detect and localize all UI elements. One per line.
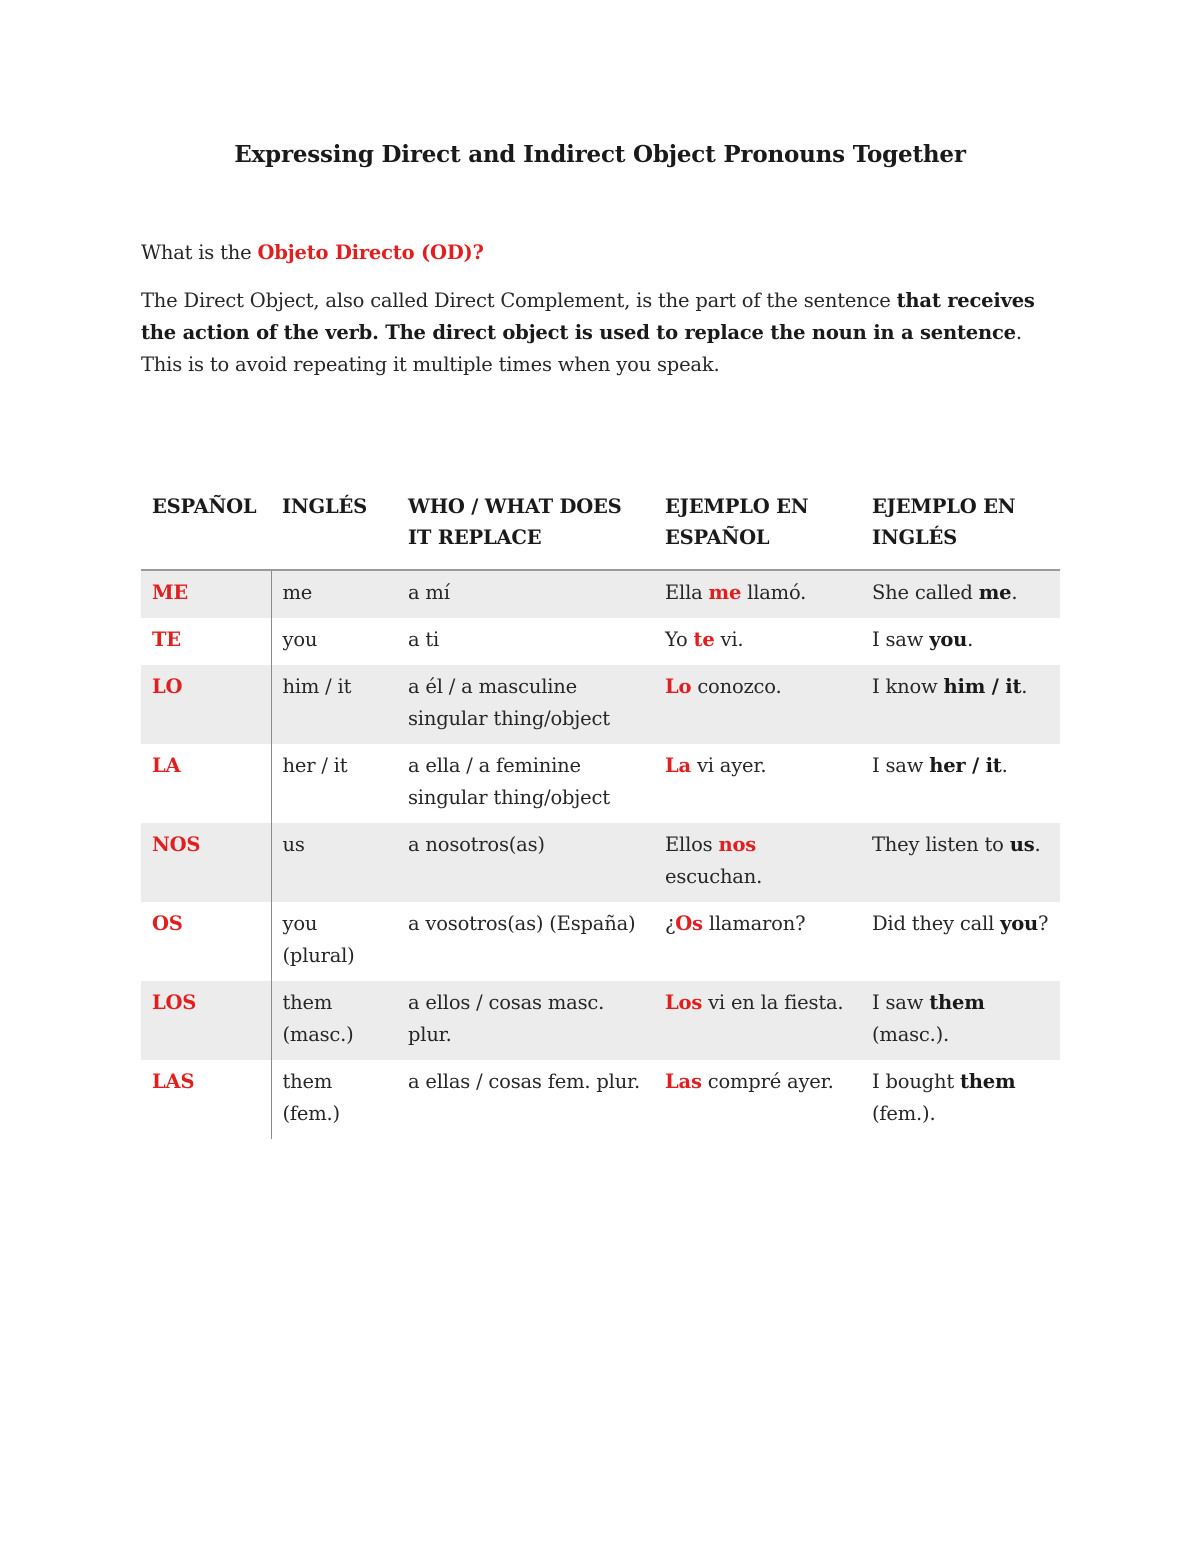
table-row — [141, 902, 1060, 981]
example-en-pre: I bought — [872, 1070, 960, 1093]
question-prefix: What is the — [141, 241, 258, 264]
example-en-post: . — [967, 628, 974, 651]
cell-replace: a ellos / cosas masc. plur. — [397, 981, 654, 1060]
cell-english: me — [271, 570, 397, 618]
intro-bold: that receives the action of the verb. The direct object is used to replace the noun in a sentence — [141, 289, 1035, 344]
table-row — [141, 823, 1060, 902]
table-row — [141, 744, 1060, 823]
example-en-post: . — [1021, 675, 1028, 698]
example-en-post: . — [1011, 581, 1018, 604]
pronoun-table — [141, 487, 1060, 1139]
cell-english: you (plural) — [282, 912, 355, 967]
cell-replace: a él / a masculine singular thing/object — [397, 665, 654, 744]
cell-example-en — [861, 665, 1060, 744]
table-row — [141, 981, 1060, 1060]
example-en-post: (fem.). — [872, 1102, 936, 1125]
cell-example-es — [654, 981, 861, 1060]
example-en-object: you — [1000, 912, 1039, 935]
cell-example-en — [861, 744, 1060, 823]
example-en-post: . — [1001, 754, 1008, 777]
cell-english: them (masc.) — [271, 981, 397, 1060]
page-title: Expressing Direct and Indirect Object Pronouns Together — [234, 141, 966, 168]
intro-text-1: The Direct Object, also called Direct Complement, is the part of the sentence — [141, 289, 897, 312]
example-en-post: ? — [1038, 912, 1049, 935]
table-header-row — [141, 487, 1060, 570]
example-en-object: you — [929, 628, 968, 651]
cell-example-es — [654, 665, 861, 744]
example-es-post: conozco. — [691, 675, 782, 698]
cell-example-en — [861, 618, 1060, 665]
table-body — [141, 570, 1060, 1139]
example-en-pre: I saw — [872, 991, 930, 1014]
example-es-post: llamó. — [741, 581, 807, 604]
example-es-pronoun: nos — [718, 833, 757, 856]
cell-example-es — [654, 902, 861, 981]
example-es-post: vi ayer. — [690, 754, 767, 777]
example-es-post: compré ayer. — [701, 1070, 834, 1093]
example-es-pre: Yo — [665, 628, 694, 651]
cell-pronoun: ME — [141, 570, 271, 618]
example-en-pre: Did they call — [872, 912, 1001, 935]
cell-english: them (fem.) — [282, 1070, 340, 1125]
example-es-pronoun: Las — [665, 1070, 702, 1093]
example-en-object: them — [929, 991, 985, 1014]
cell-example-en — [861, 570, 1060, 618]
cell-example-en — [861, 981, 1060, 1060]
example-es-pronoun: Os — [675, 912, 703, 935]
cell-english: her / it — [282, 754, 348, 777]
cell-example-es — [654, 570, 861, 618]
example-en-pre: They listen to — [872, 833, 1010, 856]
intro-text-2: . This is to avoid repeating it multiple times when you speak. — [141, 321, 1022, 376]
cell-pronoun: NOS — [141, 823, 271, 902]
example-es-post: llamaron? — [702, 912, 806, 935]
example-es-post: escuchan. — [665, 865, 763, 888]
header-ejemplo-ingles: EJEMPLO EN INGLÉS — [861, 487, 1060, 570]
example-en-pre: I saw — [872, 628, 930, 651]
question-highlight: Objeto Directo (OD)? — [257, 241, 484, 264]
cell-example-en — [861, 823, 1060, 902]
example-en-pre: I know — [872, 675, 944, 698]
cell-replace: a ellas / cosas fem. plur. — [408, 1070, 641, 1093]
cell-pronoun: LA — [141, 744, 271, 823]
question-line — [141, 241, 484, 264]
example-es-pronoun: La — [665, 754, 691, 777]
example-es-pronoun: me — [708, 581, 742, 604]
header-ingles: INGLÉS — [271, 487, 397, 570]
intro-paragraph — [141, 285, 1061, 381]
example-es-pre: Ella — [665, 581, 709, 604]
cell-replace: a vosotros(as) (España) — [408, 912, 636, 935]
example-es-pre: Ellos — [665, 833, 719, 856]
example-es-pronoun: Los — [665, 991, 703, 1014]
cell-pronoun: LO — [141, 665, 271, 744]
example-en-post: (masc.). — [872, 1023, 950, 1046]
cell-english: him / it — [271, 665, 397, 744]
cell-english: you — [282, 628, 318, 651]
example-es-pronoun: Lo — [665, 675, 692, 698]
cell-example-es — [654, 744, 861, 823]
header-replace: WHO / WHAT DOES IT REPLACE — [397, 487, 654, 570]
cell-example-es — [654, 823, 861, 902]
cell-example-es — [654, 1060, 861, 1139]
example-en-post: . — [1034, 833, 1041, 856]
cell-replace: a ella / a feminine singular thing/object — [408, 754, 610, 809]
table-row — [141, 618, 1060, 665]
cell-example-es — [654, 618, 861, 665]
cell-pronoun: OS — [141, 902, 271, 981]
header-espanol: ESPAÑOL — [141, 487, 271, 570]
cell-english: us — [271, 823, 397, 902]
cell-replace: a ti — [408, 628, 440, 651]
example-en-pre: She called — [872, 581, 979, 604]
example-en-object: them — [959, 1070, 1016, 1093]
cell-example-en — [861, 1060, 1060, 1139]
table-row — [141, 570, 1060, 618]
example-en-object: her / it — [929, 754, 1002, 777]
example-en-object: me — [978, 581, 1012, 604]
cell-replace: a mí — [397, 570, 654, 618]
example-es-post: vi. — [714, 628, 744, 651]
cell-replace: a nosotros(as) — [397, 823, 654, 902]
cell-pronoun: LOS — [141, 981, 271, 1060]
cell-pronoun: LAS — [141, 1060, 271, 1139]
example-es-pronoun: te — [693, 628, 715, 651]
cell-example-en — [861, 902, 1060, 981]
example-en-object: him / it — [943, 675, 1022, 698]
table-row — [141, 1060, 1060, 1139]
example-en-object: us — [1009, 833, 1035, 856]
table-row — [141, 665, 1060, 744]
example-en-pre: I saw — [872, 754, 930, 777]
example-es-pre: ¿ — [665, 912, 676, 935]
cell-pronoun: TE — [141, 618, 271, 665]
header-ejemplo-espanol: EJEMPLO EN ESPAÑOL — [654, 487, 861, 570]
example-es-post: vi en la fiesta. — [702, 991, 844, 1014]
